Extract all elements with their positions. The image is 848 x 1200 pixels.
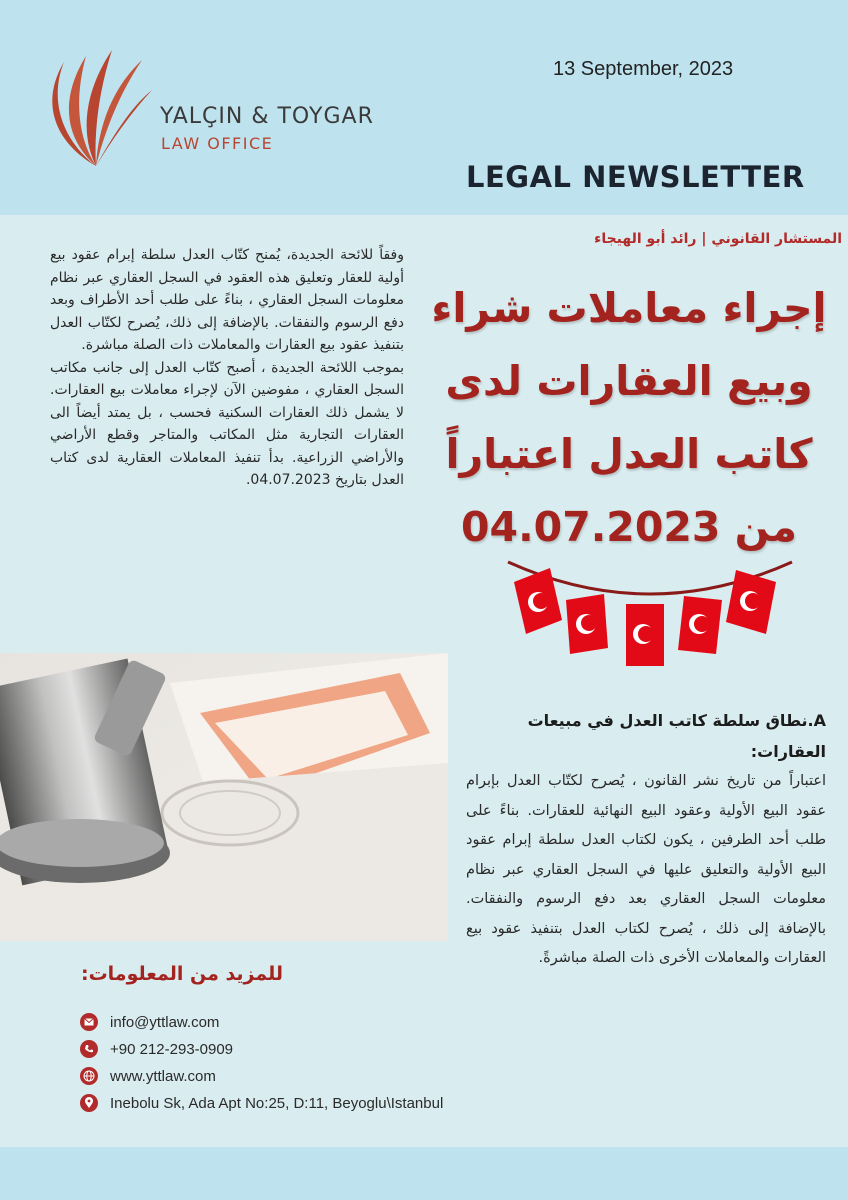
section-a <box>466 705 826 974</box>
contact-website[interactable] <box>80 1064 216 1088</box>
intro-paragraph-2: بموجب اللائحة الجديدة ، أصبح كتّاب العدل إلى جانب مكاتب السجل العقاري ، مفوضين الآن لإجراء معاملات بيع العقارات. لا يشمل ذلك العقارات السكنية فحسب ، بل يمتد أيضاً الى العقارات التجارية مثل المكاتب والمتاجر وقطع الأراضي والأراضي الزراعية. بدأ تنفيذ المعاملات العقارية لدى كتاب العدل بتاريخ 04.07.2023. <box>50 359 404 488</box>
article-headline: إجراء معاملات شراء وبيع العقارات لدى كاتب العدل اعتباراً من 04.07.2023 <box>431 284 827 551</box>
publication-date: 13 September, 2023 <box>553 58 734 80</box>
address-text: Inebolu Sk, Ada Apt No:25, D:11, Beyoglu\Istanbul <box>110 1094 444 1112</box>
flag-2 <box>566 594 608 654</box>
author-byline: المستشار القانوني | رائد أبو الهيجاء <box>594 231 842 247</box>
flag-4 <box>678 596 722 654</box>
location-pin-icon <box>80 1094 98 1112</box>
intro-paragraph-1: وفقاً للائحة الجديدة، يُمنح كتّاب العدل سلطة إبرام عقود بيع أولية للعقار وتعليق هذه العقود في السجل العقاري عبر نظام معلومات السجل العقاري ، بناءً على طلب أحد الأطراف وبعد دفع الرسوم والنفقات. بالإضافة إلى ذلك، يُصرح لكتّاب العدل بتنفيذ عقود بيع العقارات والمعاملات ذات الصلة مباشرة. <box>50 247 404 353</box>
phone-number[interactable]: +90 212-293-0909 <box>110 1040 234 1058</box>
section-a-body: اعتباراً من تاريخ نشر القانون ، يُصرح لكتّاب العدل بإبرام عقود البيع الأولية وعقود البيع النهائية للعقارات. بناءً على طلب أحد الطرفين ، يكون لكتاب العدل سلطة إبرام عقود البيع الأولية والتعليق عليها في السجل العقاري عبر نظام معلومات السجل العقاري بعد دفع الرسوم والنفقات. بالإضافة إلى ذلك ، يُصرح لكتاب العدل بتنفيذ عقود بيع العقارات والمعاملات الأخرى ذات الصلة مباشرةً. <box>466 773 826 966</box>
firm-name: YALÇIN & TOYGAR <box>160 104 374 129</box>
notary-stamp-photo <box>0 653 448 941</box>
firm-logo-icon <box>34 42 154 170</box>
mail-icon <box>80 1013 98 1031</box>
flag-5 <box>726 570 776 634</box>
more-info-heading: للمزيد من المعلومات: <box>80 963 283 985</box>
website-link[interactable]: www.yttlaw.com <box>110 1067 216 1085</box>
contact-address <box>80 1091 443 1115</box>
section-a-heading: A.نطاق سلطة كاتب العدل في مبيعات العقارات: <box>527 711 826 761</box>
phone-icon <box>80 1040 98 1058</box>
globe-icon <box>80 1067 98 1085</box>
turkish-flag-bunting <box>500 548 800 678</box>
email-link[interactable]: info@yttlaw.com <box>110 1013 220 1031</box>
firm-subtitle: LAW OFFICE <box>161 134 274 153</box>
footer-band <box>0 1147 848 1200</box>
flag-1 <box>514 568 562 634</box>
flag-3 <box>626 604 664 666</box>
contact-phone[interactable] <box>80 1037 233 1061</box>
newsletter-title: LEGAL NEWSLETTER <box>466 160 805 194</box>
intro-text <box>50 244 404 492</box>
contact-email[interactable] <box>80 1010 219 1034</box>
